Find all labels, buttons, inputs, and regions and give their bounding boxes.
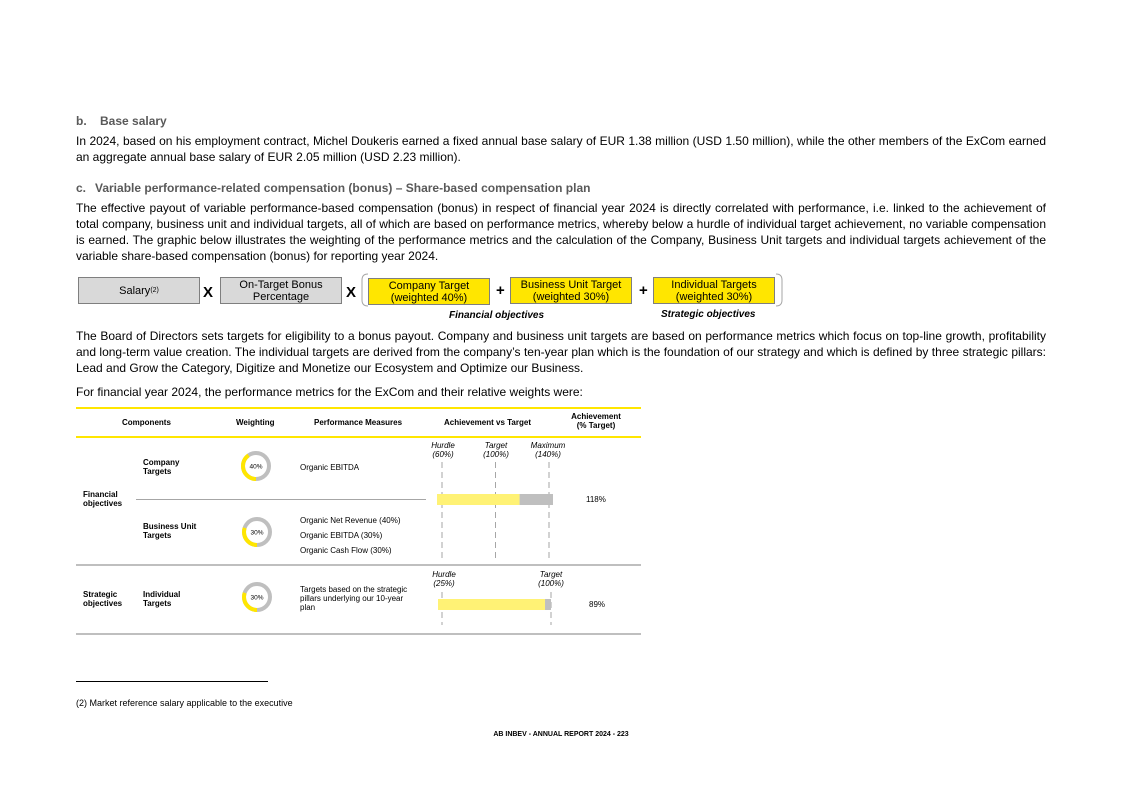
strategic-result: 89% [589, 600, 606, 609]
financial-achievement-bar [437, 494, 520, 505]
section-b-paragraph: In 2024, based on his employment contract, Michel Doukeris earned a fixed annual base salary of EUR 1.38 million (USD 1.50 million), while the other members of the ExCom earned an aggregate annual base salary of EUR 2.05 million (USD 2.23 million). [76, 134, 1046, 164]
strategic-group-label [83, 590, 122, 608]
section-b-letter: b. [76, 114, 87, 128]
financial-divider [136, 499, 426, 500]
section-c-paragraph-1: The effective payout of variable performance-based compensation (bonus) in respect of financial year 2024 is directly correlated with performance, i.e. linked to the achievement of total company, business unit and individual targets, all of which are based on performance metrics, whereby below a hurdle of individual target achievement, no variable compensation is earned. The graphic below illustrates the weighting of the performance metrics and the calculation of the Company, Business Unit targets and individual targets achievement of the variable share-based compensation (bonus) for reporting year 2024. [76, 201, 1046, 263]
financial-group-label [83, 490, 122, 508]
strategic-group-line-1: Strategic [83, 590, 118, 599]
marker-label: Hurdle [431, 441, 455, 450]
business-unit-measures [300, 513, 401, 558]
business-unit-targets-label [143, 522, 196, 540]
marker-label: Maximum [530, 441, 566, 450]
strategic-remaining-bar [545, 599, 551, 610]
marker-value: (100%) [538, 579, 564, 588]
business-unit-targets-line-1: Business Unit [143, 522, 197, 531]
individual-weight-donut-fill [244, 584, 270, 610]
business-unit-weight-donut-track [244, 519, 270, 545]
table-bottom-rule [76, 633, 641, 635]
financial-marker-target [478, 441, 514, 459]
salary-box [78, 277, 200, 304]
header-achievement-pct-line-2: (% Target) [576, 421, 616, 430]
individual-targets-line-1: Individual Targets [671, 278, 757, 291]
header-components: Components [122, 418, 171, 427]
company-weight-donut-label: 40% [249, 463, 263, 471]
marker-value: (140%) [535, 450, 561, 459]
footnote: (2) Market reference salary applicable to the executive [76, 698, 293, 708]
header-weighting: Weighting [236, 418, 275, 427]
multiply-sign-1: X [203, 284, 214, 301]
bonus-percentage-box [220, 277, 342, 304]
company-target-line-2: (weighted 40%) [390, 291, 468, 304]
company-targets-line-2: Targets [143, 467, 172, 476]
financial-group-line-2: objectives [83, 499, 123, 508]
plus-sign-2: + [639, 282, 648, 299]
strategic-measure [300, 585, 407, 612]
salary-footnote-ref: (2) [150, 286, 159, 294]
individual-targets-box [653, 277, 775, 304]
business-unit-target-box [510, 277, 632, 304]
individual-targets-label [143, 590, 180, 608]
business-unit-weight-donut-fill [244, 519, 270, 545]
page-footer: AB INBEV - ANNUAL REPORT 2024 - 223 [493, 731, 629, 738]
salary-label: Salary [119, 284, 151, 297]
financial-marker-maximum [526, 441, 570, 459]
business-unit-targets-line-2: Targets [143, 531, 172, 540]
header-achievement-pct-line-1: Achievement [571, 412, 621, 421]
financial-objectives-caption: Financial objectives [449, 310, 545, 321]
company-weight-donut-track [243, 453, 269, 479]
strategic-marker-hurdle [426, 570, 462, 588]
section-b-title: Base salary [100, 114, 167, 128]
marker-value: (100%) [483, 450, 509, 459]
marker-value: (25%) [433, 579, 455, 588]
individual-targets-label-line-2: Targets [143, 599, 172, 608]
bu-measure: Organic Cash Flow (30%) [300, 546, 392, 555]
marker-label: Target [484, 441, 508, 450]
financial-remaining-bar [520, 494, 553, 505]
strategic-group-line-2: objectives [83, 599, 123, 608]
section-c-paragraph-2: The Board of Directors sets targets for eligibility to a bonus payout. Company and business unit targets are based on performance metrics which focus on top-line growth, profitability and long-term value creation. The individual targets are derived from the company’s ten-year plan which is the foundation of our strategy and which is defined by three strategic pillars: Lead and Grow the Category, Digitize and Monetize our Ecosystem and Optimize our Business. [76, 329, 1046, 375]
strategic-measure-line-1: Targets based on the strategic [300, 585, 408, 594]
multiply-sign-2: X [346, 284, 357, 301]
bu-measure: Organic Net Revenue (40%) [300, 516, 401, 525]
strategic-marker-target [533, 570, 569, 588]
bonus-percentage-line-2: Percentage [252, 290, 310, 303]
company-weight-donut-fill [243, 453, 269, 479]
header-bottom-rule [76, 436, 641, 438]
header-performance-measures: Performance Measures [314, 418, 403, 427]
right-bracket [776, 274, 782, 306]
section-c-title: Variable performance-related compensation (bonus) – Share-based compensation plan [95, 181, 591, 195]
business-unit-target-line-2: (weighted 30%) [532, 290, 610, 303]
marker-label: Hurdle [432, 570, 456, 579]
bonus-percentage-line-1: On-Target Bonus [239, 278, 323, 291]
plus-sign-1: + [496, 282, 505, 299]
company-target-box [368, 278, 490, 305]
company-targets-label [143, 458, 179, 476]
strategic-measure-line-3: plan [300, 603, 316, 612]
strategic-measure-line-2: pillars underlying our 10-year [300, 594, 404, 603]
section-c-letter: c. [76, 181, 87, 195]
individual-weight-donut-track [244, 584, 270, 610]
individual-targets-line-2: (weighted 30%) [675, 290, 753, 303]
header-achievement-vs-target: Achievement vs Target [444, 418, 531, 427]
company-target-line-1: Company Target [388, 279, 470, 292]
individual-weight-donut-label: 30% [250, 594, 264, 602]
bu-measure: Organic EBITDA (30%) [300, 531, 383, 540]
header-achievement-pct [566, 412, 626, 430]
financial-result: 118% [586, 495, 606, 504]
marker-value: (60%) [432, 450, 454, 459]
company-targets-line-1: Company [143, 458, 180, 467]
company-measure: Organic EBITDA [300, 463, 360, 472]
section-c-paragraph-3: For financial year 2024, the performance metrics for the ExCom and their relative weights were: [76, 385, 583, 399]
section-divider-rule [76, 564, 641, 566]
marker-label: Target [539, 570, 563, 579]
footnote-rule [76, 681, 268, 682]
business-unit-target-line-1: Business Unit Target [520, 278, 622, 291]
financial-marker-hurdle [425, 441, 461, 459]
strategic-achievement-bar [438, 599, 545, 610]
individual-targets-label-line-1: Individual [143, 590, 181, 599]
strategic-objectives-caption: Strategic objectives [661, 309, 756, 320]
financial-group-line-1: Financial [83, 490, 118, 499]
business-unit-weight-donut-label: 30% [250, 529, 264, 537]
table-top-rule [76, 407, 641, 409]
